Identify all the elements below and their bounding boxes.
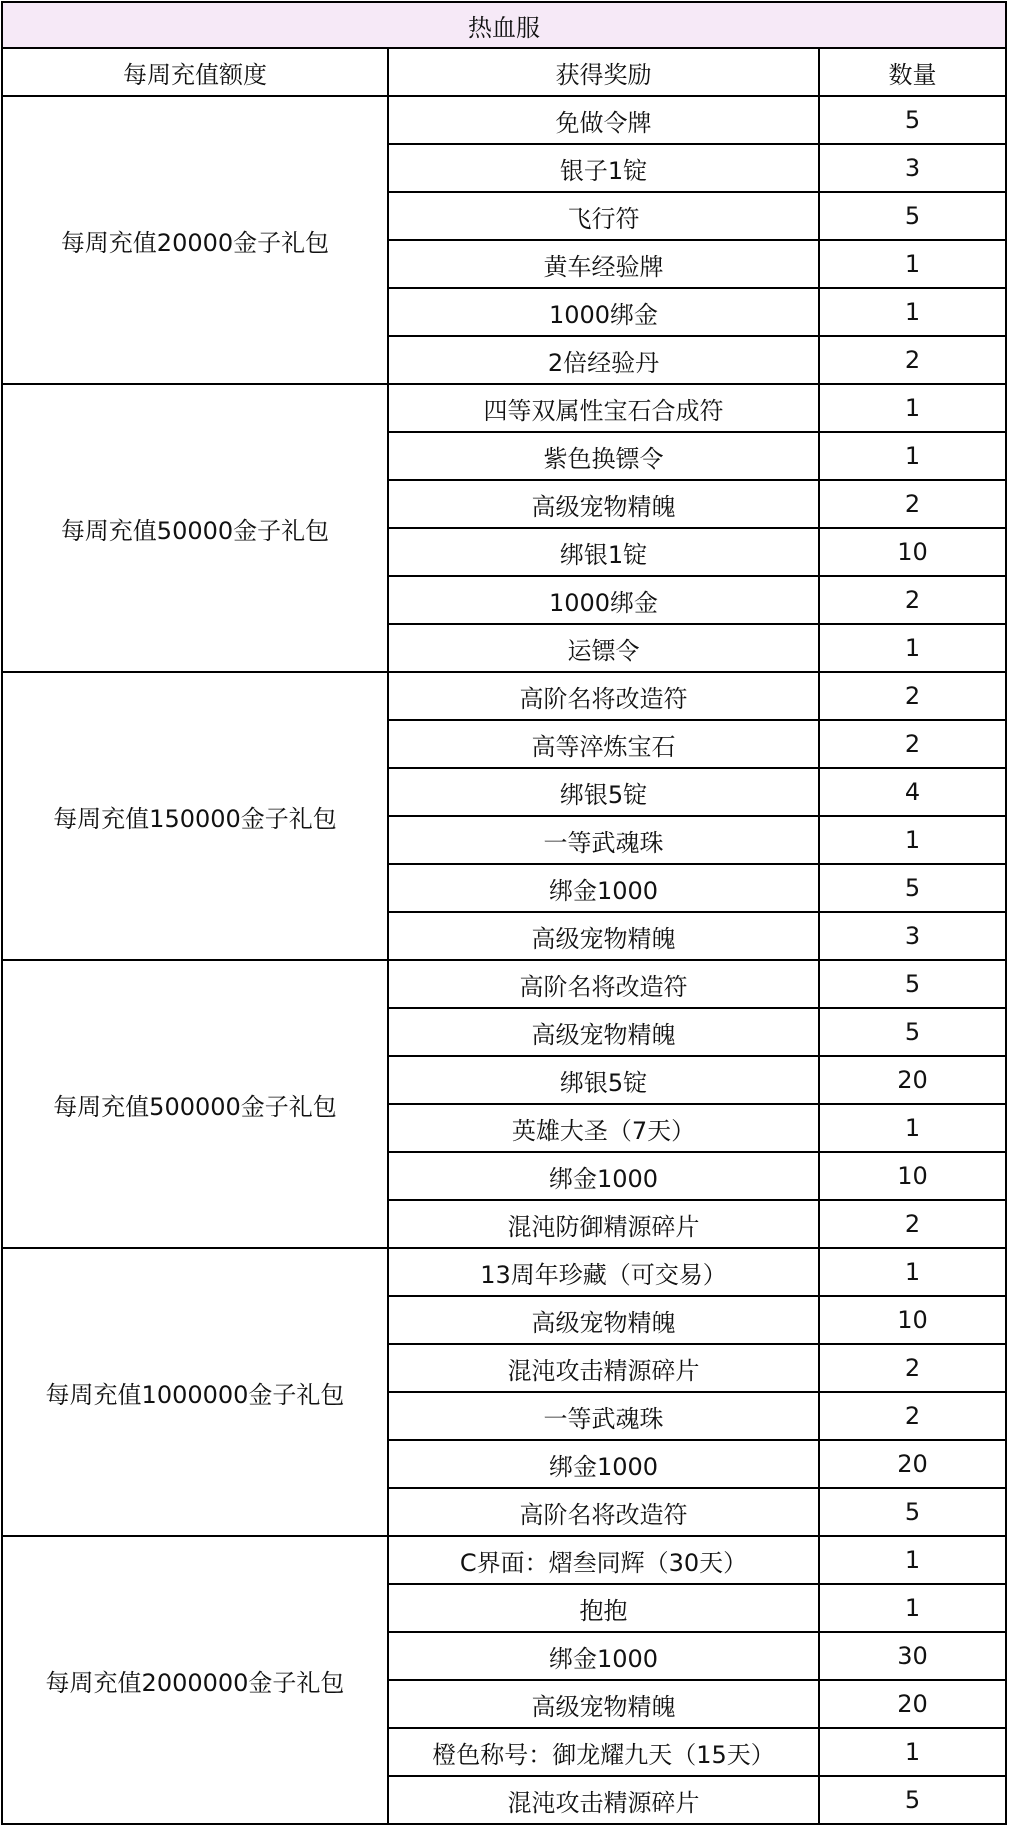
reward-name: 橙色称号：御龙耀九天（15天） [388, 1728, 819, 1776]
reward-qty: 1 [819, 1536, 1006, 1584]
reward-name: 英雄大圣（7天） [388, 1104, 819, 1152]
reward-qty: 1 [819, 240, 1006, 288]
reward-qty: 1 [819, 384, 1006, 432]
table-body [2, 96, 1006, 1824]
reward-qty: 1 [819, 1728, 1006, 1776]
reward-qty: 20 [819, 1680, 1006, 1728]
reward-name: 一等武魂珠 [388, 1392, 819, 1440]
header-qty: 数量 [819, 48, 1006, 96]
reward-name: 黄车经验牌 [388, 240, 819, 288]
reward-name: 银子1锭 [388, 144, 819, 192]
reward-name: 1000绑金 [388, 288, 819, 336]
reward-qty: 1 [819, 1584, 1006, 1632]
reward-qty: 20 [819, 1056, 1006, 1104]
reward-qty: 2 [819, 576, 1006, 624]
reward-name: 绑金1000 [388, 1152, 819, 1200]
reward-name: 高级宠物精魄 [388, 1008, 819, 1056]
table-title: 热血服 [2, 2, 1006, 48]
reward-name: 一等武魂珠 [388, 816, 819, 864]
reward-name: 绑金1000 [388, 1632, 819, 1680]
reward-qty: 2 [819, 1200, 1006, 1248]
reward-qty: 5 [819, 1488, 1006, 1536]
reward-qty: 2 [819, 480, 1006, 528]
reward-name: 绑银1锭 [388, 528, 819, 576]
reward-qty: 5 [819, 1008, 1006, 1056]
reward-name: 高级宠物精魄 [388, 1296, 819, 1344]
reward-qty: 3 [819, 144, 1006, 192]
tier-label: 每周充值500000金子礼包 [2, 960, 388, 1248]
tier-label: 每周充值50000金子礼包 [2, 384, 388, 672]
tier-label: 每周充值1000000金子礼包 [2, 1248, 388, 1536]
reward-name: 高阶名将改造符 [388, 1488, 819, 1536]
reward-name: 混沌攻击精源碎片 [388, 1344, 819, 1392]
reward-name: 飞行符 [388, 192, 819, 240]
reward-qty: 1 [819, 1248, 1006, 1296]
reward-qty: 10 [819, 528, 1006, 576]
reward-qty: 5 [819, 864, 1006, 912]
reward-qty: 2 [819, 1344, 1006, 1392]
column-header-row [2, 48, 1006, 96]
reward-name: 高级宠物精魄 [388, 1680, 819, 1728]
reward-qty: 2 [819, 720, 1006, 768]
reward-qty: 20 [819, 1440, 1006, 1488]
reward-name: 绑金1000 [388, 864, 819, 912]
tier-label: 每周充值150000金子礼包 [2, 672, 388, 960]
reward-qty: 5 [819, 192, 1006, 240]
reward-name: 混沌攻击精源碎片 [388, 1776, 819, 1824]
reward-qty: 2 [819, 336, 1006, 384]
rewards-table [1, 1, 1007, 1825]
reward-qty: 3 [819, 912, 1006, 960]
reward-name: 高阶名将改造符 [388, 960, 819, 1008]
reward-name: 四等双属性宝石合成符 [388, 384, 819, 432]
reward-qty: 1 [819, 1104, 1006, 1152]
table-row [2, 384, 1006, 432]
tier-label: 每周充值20000金子礼包 [2, 96, 388, 384]
reward-name: 绑金1000 [388, 1440, 819, 1488]
reward-qty: 5 [819, 1776, 1006, 1824]
reward-name: 抱抱 [388, 1584, 819, 1632]
table-row [2, 672, 1006, 720]
reward-qty: 2 [819, 672, 1006, 720]
reward-qty: 10 [819, 1296, 1006, 1344]
table-row [2, 96, 1006, 144]
reward-name: 紫色换镖令 [388, 432, 819, 480]
reward-qty: 1 [819, 288, 1006, 336]
reward-qty: 30 [819, 1632, 1006, 1680]
reward-qty: 2 [819, 1392, 1006, 1440]
reward-qty: 5 [819, 960, 1006, 1008]
table-row [2, 1536, 1006, 1584]
reward-name: 高级宠物精魄 [388, 912, 819, 960]
reward-name: 1000绑金 [388, 576, 819, 624]
reward-name: 运镖令 [388, 624, 819, 672]
table-row [2, 960, 1006, 1008]
header-reward: 获得奖励 [388, 48, 819, 96]
reward-name: 混沌防御精源碎片 [388, 1200, 819, 1248]
reward-qty: 5 [819, 96, 1006, 144]
table-row [2, 1248, 1006, 1296]
reward-name: 高等淬炼宝石 [388, 720, 819, 768]
reward-name: 高阶名将改造符 [388, 672, 819, 720]
reward-name: 免做令牌 [388, 96, 819, 144]
header-amount: 每周充值额度 [2, 48, 388, 96]
reward-name: C界面：熠叁同辉（30天） [388, 1536, 819, 1584]
reward-qty: 1 [819, 816, 1006, 864]
reward-name: 绑银5锭 [388, 1056, 819, 1104]
reward-name: 绑银5锭 [388, 768, 819, 816]
table-title-row [2, 2, 1006, 48]
reward-name: 高级宠物精魄 [388, 480, 819, 528]
tier-label: 每周充值2000000金子礼包 [2, 1536, 388, 1824]
reward-qty: 1 [819, 432, 1006, 480]
reward-name: 2倍经验丹 [388, 336, 819, 384]
reward-qty: 4 [819, 768, 1006, 816]
reward-qty: 1 [819, 624, 1006, 672]
reward-name: 13周年珍藏（可交易） [388, 1248, 819, 1296]
reward-qty: 10 [819, 1152, 1006, 1200]
